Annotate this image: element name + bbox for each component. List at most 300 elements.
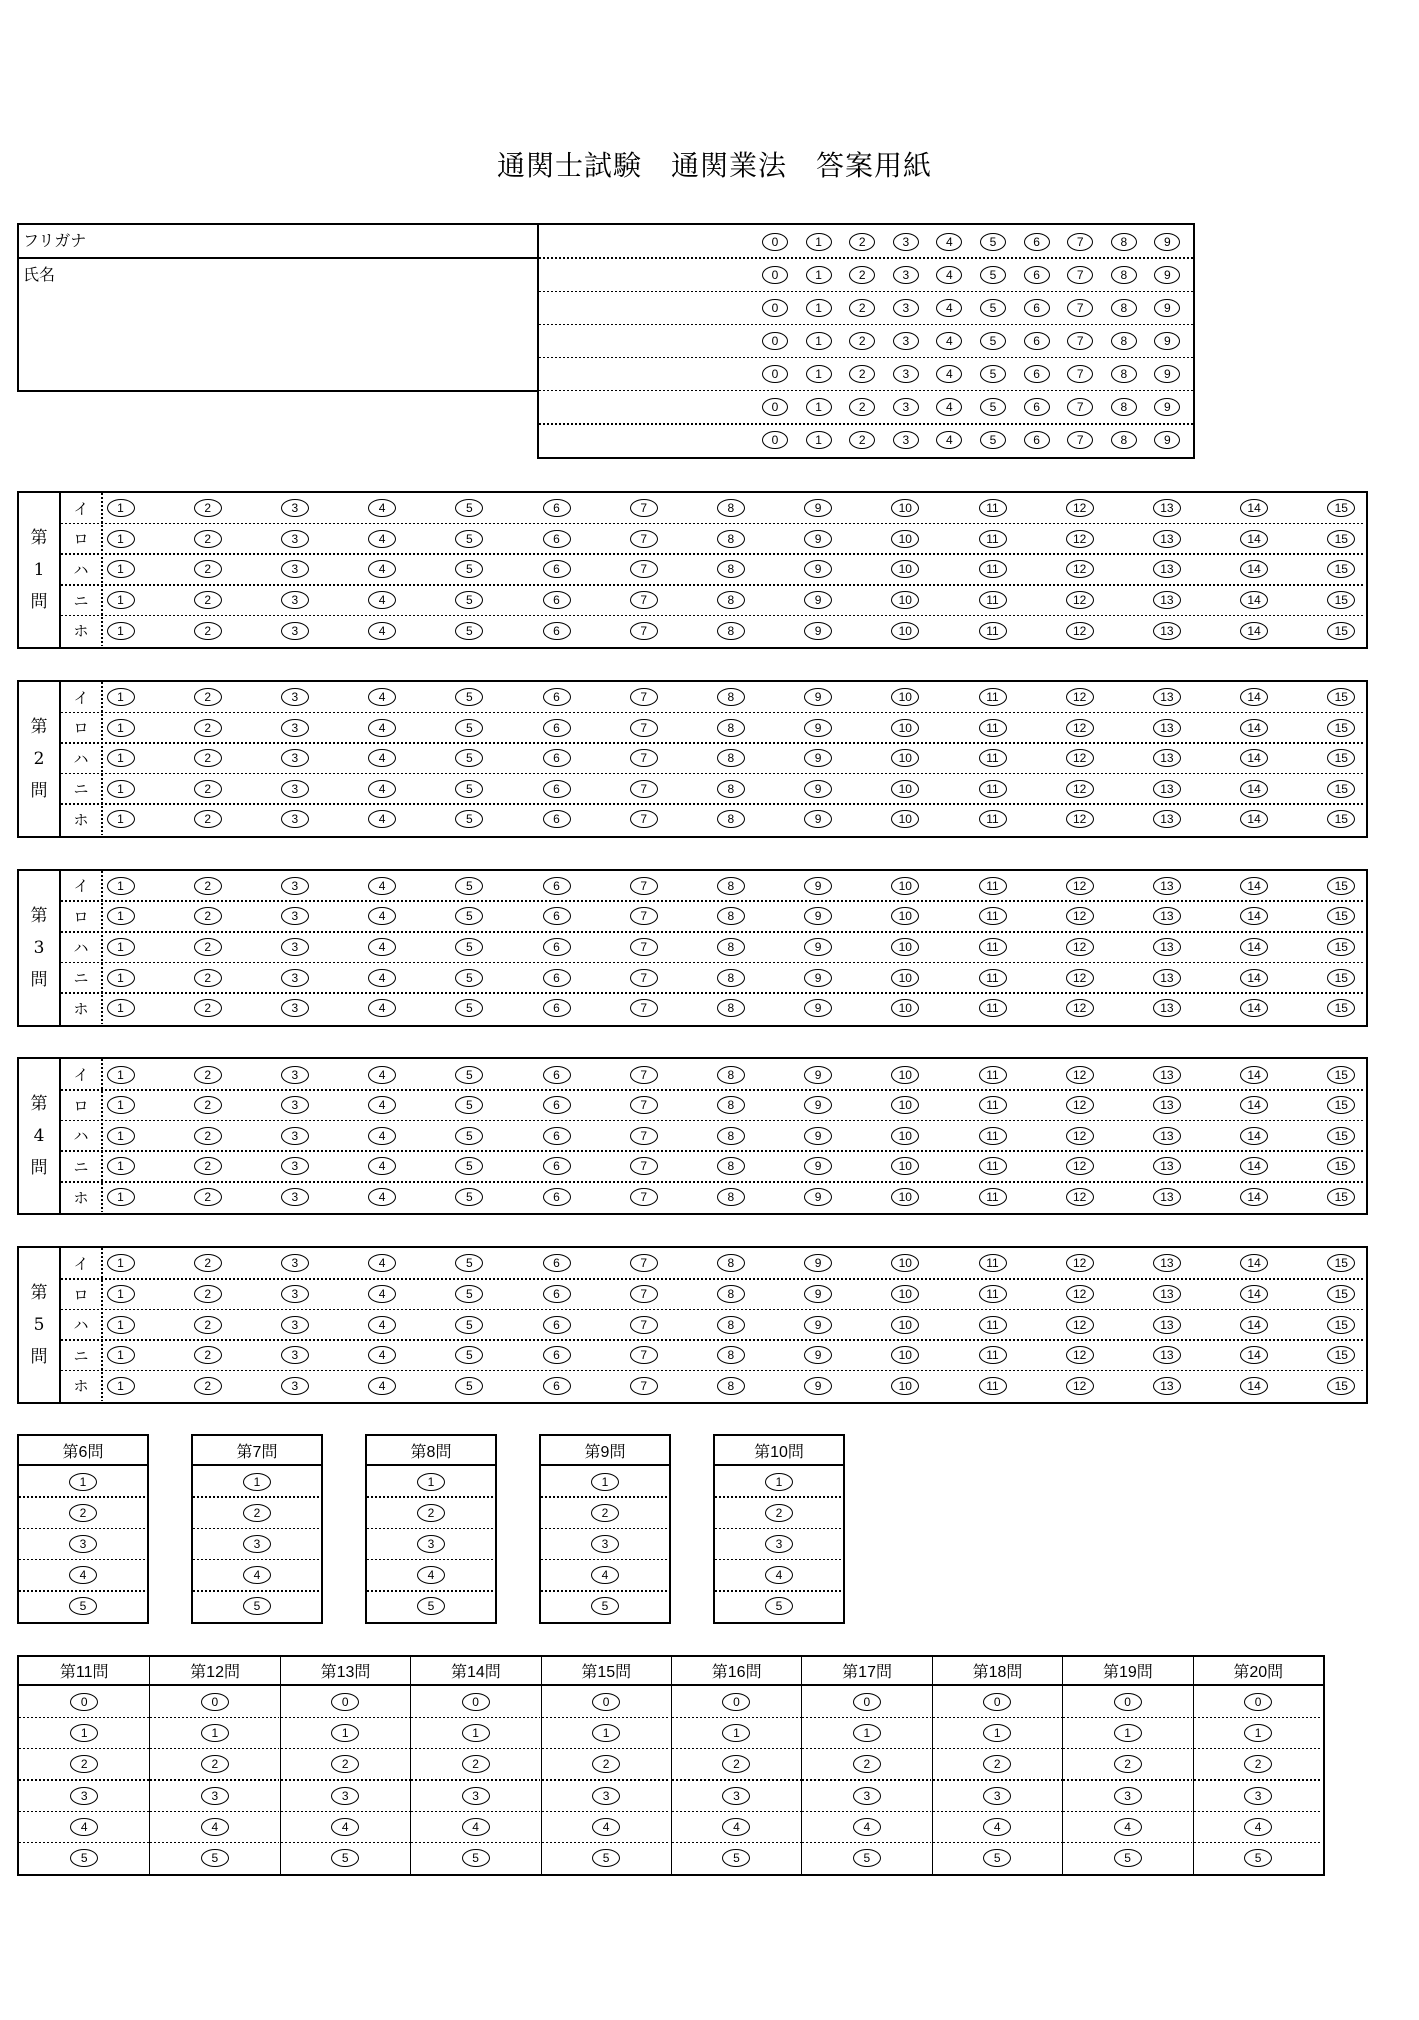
option-13-bubble[interactable]: 13 xyxy=(1153,530,1181,548)
option-10-bubble[interactable]: 10 xyxy=(891,780,919,798)
option-6-bubble[interactable]: 6 xyxy=(543,907,571,925)
digit-3-bubble[interactable]: 3 xyxy=(893,365,919,383)
option-5-bubble[interactable]: 5 xyxy=(455,530,483,548)
option-10-bubble[interactable]: 10 xyxy=(891,999,919,1017)
option-3-bubble[interactable]: 3 xyxy=(281,1254,309,1272)
option-13-bubble[interactable]: 13 xyxy=(1153,591,1181,609)
digit-0-bubble[interactable]: 0 xyxy=(762,299,788,317)
option-12-bubble[interactable]: 12 xyxy=(1066,938,1094,956)
option-15-bubble[interactable]: 15 xyxy=(1327,877,1355,895)
option-8-bubble[interactable]: 8 xyxy=(717,688,745,706)
option-13-bubble[interactable]: 13 xyxy=(1153,1157,1181,1175)
option-2-bubble[interactable]: 2 xyxy=(194,1157,222,1175)
digit-5-bubble[interactable]: 5 xyxy=(980,398,1006,416)
option-12-bubble[interactable]: 12 xyxy=(1066,1096,1094,1114)
option-6-bubble[interactable]: 6 xyxy=(543,719,571,737)
option-1-bubble[interactable]: 1 xyxy=(70,1724,98,1742)
name-field[interactable] xyxy=(19,259,537,390)
digit-1-bubble[interactable]: 1 xyxy=(806,332,832,350)
option-9-bubble[interactable]: 9 xyxy=(804,719,832,737)
digit-8-bubble[interactable]: 8 xyxy=(1111,398,1137,416)
option-7-bubble[interactable]: 7 xyxy=(630,560,658,578)
option-4-bubble[interactable]: 4 xyxy=(368,1285,396,1303)
option-11-bubble[interactable]: 11 xyxy=(979,1316,1007,1334)
option-12-bubble[interactable]: 12 xyxy=(1066,1316,1094,1334)
option-6-bubble[interactable]: 6 xyxy=(543,1188,571,1206)
option-2-bubble[interactable]: 2 xyxy=(194,1346,222,1364)
option-1-bubble[interactable]: 1 xyxy=(107,907,135,925)
digit-0-bubble[interactable]: 0 xyxy=(762,266,788,284)
option-4-bubble[interactable]: 4 xyxy=(417,1566,445,1584)
option-8-bubble[interactable]: 8 xyxy=(717,1316,745,1334)
option-12-bubble[interactable]: 12 xyxy=(1066,499,1094,517)
option-1-bubble[interactable]: 1 xyxy=(201,1724,229,1742)
option-15-bubble[interactable]: 15 xyxy=(1327,1066,1355,1084)
digit-9-bubble[interactable]: 9 xyxy=(1154,299,1180,317)
digit-6-bubble[interactable]: 6 xyxy=(1024,266,1050,284)
option-13-bubble[interactable]: 13 xyxy=(1153,1285,1181,1303)
digit-4-bubble[interactable]: 4 xyxy=(936,266,962,284)
option-6-bubble[interactable]: 6 xyxy=(543,749,571,767)
option-15-bubble[interactable]: 15 xyxy=(1327,969,1355,987)
digit-2-bubble[interactable]: 2 xyxy=(849,398,875,416)
option-2-bubble[interactable]: 2 xyxy=(194,1285,222,1303)
digit-9-bubble[interactable]: 9 xyxy=(1154,431,1180,449)
option-8-bubble[interactable]: 8 xyxy=(717,530,745,548)
option-11-bubble[interactable]: 11 xyxy=(979,688,1007,706)
digit-7-bubble[interactable]: 7 xyxy=(1067,431,1093,449)
option-1-bubble[interactable]: 1 xyxy=(107,780,135,798)
option-8-bubble[interactable]: 8 xyxy=(717,719,745,737)
option-11-bubble[interactable]: 11 xyxy=(979,622,1007,640)
option-2-bubble[interactable]: 2 xyxy=(194,1127,222,1145)
option-14-bubble[interactable]: 14 xyxy=(1240,530,1268,548)
option-5-bubble[interactable]: 5 xyxy=(983,1849,1011,1867)
option-5-bubble[interactable]: 5 xyxy=(455,969,483,987)
option-3-bubble[interactable]: 3 xyxy=(281,749,309,767)
digit-7-bubble[interactable]: 7 xyxy=(1067,266,1093,284)
option-3-bubble[interactable]: 3 xyxy=(201,1787,229,1805)
option-11-bubble[interactable]: 11 xyxy=(979,1157,1007,1175)
option-4-bubble[interactable]: 4 xyxy=(368,622,396,640)
option-1-bubble[interactable]: 1 xyxy=(107,969,135,987)
option-14-bubble[interactable]: 14 xyxy=(1240,591,1268,609)
option-9-bubble[interactable]: 9 xyxy=(804,1188,832,1206)
option-1-bubble[interactable]: 1 xyxy=(107,719,135,737)
option-7-bubble[interactable]: 7 xyxy=(630,938,658,956)
option-3-bubble[interactable]: 3 xyxy=(591,1535,619,1553)
option-4-bubble[interactable]: 4 xyxy=(462,1818,490,1836)
option-1-bubble[interactable]: 1 xyxy=(1114,1724,1142,1742)
option-13-bubble[interactable]: 13 xyxy=(1153,719,1181,737)
option-4-bubble[interactable]: 4 xyxy=(1114,1818,1142,1836)
option-10-bubble[interactable]: 10 xyxy=(891,1346,919,1364)
option-6-bubble[interactable]: 6 xyxy=(543,1285,571,1303)
option-8-bubble[interactable]: 8 xyxy=(717,877,745,895)
option-15-bubble[interactable]: 15 xyxy=(1327,499,1355,517)
option-11-bubble[interactable]: 11 xyxy=(979,499,1007,517)
option-4-bubble[interactable]: 4 xyxy=(331,1818,359,1836)
option-12-bubble[interactable]: 12 xyxy=(1066,1188,1094,1206)
option-13-bubble[interactable]: 13 xyxy=(1153,1377,1181,1395)
option-0-bubble[interactable]: 0 xyxy=(983,1693,1011,1711)
digit-8-bubble[interactable]: 8 xyxy=(1111,299,1137,317)
option-3-bubble[interactable]: 3 xyxy=(983,1787,1011,1805)
option-10-bubble[interactable]: 10 xyxy=(891,749,919,767)
option-5-bubble[interactable]: 5 xyxy=(455,1188,483,1206)
option-4-bubble[interactable]: 4 xyxy=(368,877,396,895)
option-1-bubble[interactable]: 1 xyxy=(107,1066,135,1084)
option-9-bubble[interactable]: 9 xyxy=(804,688,832,706)
option-3-bubble[interactable]: 3 xyxy=(281,1127,309,1145)
digit-6-bubble[interactable]: 6 xyxy=(1024,398,1050,416)
digit-2-bubble[interactable]: 2 xyxy=(849,299,875,317)
option-11-bubble[interactable]: 11 xyxy=(979,877,1007,895)
digit-4-bubble[interactable]: 4 xyxy=(936,398,962,416)
option-11-bubble[interactable]: 11 xyxy=(979,1346,1007,1364)
option-1-bubble[interactable]: 1 xyxy=(107,560,135,578)
option-15-bubble[interactable]: 15 xyxy=(1327,780,1355,798)
option-2-bubble[interactable]: 2 xyxy=(983,1755,1011,1773)
option-3-bubble[interactable]: 3 xyxy=(281,688,309,706)
option-3-bubble[interactable]: 3 xyxy=(281,969,309,987)
option-8-bubble[interactable]: 8 xyxy=(717,1285,745,1303)
digit-8-bubble[interactable]: 8 xyxy=(1111,365,1137,383)
option-4-bubble[interactable]: 4 xyxy=(368,1188,396,1206)
digit-8-bubble[interactable]: 8 xyxy=(1111,233,1137,251)
option-12-bubble[interactable]: 12 xyxy=(1066,622,1094,640)
option-1-bubble[interactable]: 1 xyxy=(331,1724,359,1742)
digit-3-bubble[interactable]: 3 xyxy=(893,398,919,416)
option-5-bubble[interactable]: 5 xyxy=(455,999,483,1017)
option-10-bubble[interactable]: 10 xyxy=(891,560,919,578)
option-4-bubble[interactable]: 4 xyxy=(368,591,396,609)
option-1-bubble[interactable]: 1 xyxy=(107,1285,135,1303)
option-1-bubble[interactable]: 1 xyxy=(107,1157,135,1175)
furigana-field[interactable] xyxy=(19,225,537,259)
option-4-bubble[interactable]: 4 xyxy=(368,999,396,1017)
option-5-bubble[interactable]: 5 xyxy=(455,591,483,609)
digit-5-bubble[interactable]: 5 xyxy=(980,266,1006,284)
digit-9-bubble[interactable]: 9 xyxy=(1154,365,1180,383)
option-7-bubble[interactable]: 7 xyxy=(630,499,658,517)
option-13-bubble[interactable]: 13 xyxy=(1153,1066,1181,1084)
option-10-bubble[interactable]: 10 xyxy=(891,1188,919,1206)
option-1-bubble[interactable]: 1 xyxy=(765,1473,793,1491)
option-2-bubble[interactable]: 2 xyxy=(194,1377,222,1395)
option-2-bubble[interactable]: 2 xyxy=(194,499,222,517)
option-13-bubble[interactable]: 13 xyxy=(1153,780,1181,798)
option-5-bubble[interactable]: 5 xyxy=(455,877,483,895)
option-5-bubble[interactable]: 5 xyxy=(455,719,483,737)
option-15-bubble[interactable]: 15 xyxy=(1327,999,1355,1017)
option-10-bubble[interactable]: 10 xyxy=(891,591,919,609)
option-1-bubble[interactable]: 1 xyxy=(107,1316,135,1334)
option-5-bubble[interactable]: 5 xyxy=(455,1316,483,1334)
digit-9-bubble[interactable]: 9 xyxy=(1154,332,1180,350)
option-15-bubble[interactable]: 15 xyxy=(1327,749,1355,767)
option-4-bubble[interactable]: 4 xyxy=(368,1254,396,1272)
option-3-bubble[interactable]: 3 xyxy=(281,810,309,828)
option-1-bubble[interactable]: 1 xyxy=(107,688,135,706)
digit-2-bubble[interactable]: 2 xyxy=(849,332,875,350)
option-1-bubble[interactable]: 1 xyxy=(1244,1724,1272,1742)
option-9-bubble[interactable]: 9 xyxy=(804,591,832,609)
option-14-bubble[interactable]: 14 xyxy=(1240,1377,1268,1395)
option-7-bubble[interactable]: 7 xyxy=(630,1316,658,1334)
option-7-bubble[interactable]: 7 xyxy=(630,1346,658,1364)
digit-1-bubble[interactable]: 1 xyxy=(806,299,832,317)
option-10-bubble[interactable]: 10 xyxy=(891,938,919,956)
option-15-bubble[interactable]: 15 xyxy=(1327,1285,1355,1303)
option-0-bubble[interactable]: 0 xyxy=(331,1693,359,1711)
option-10-bubble[interactable]: 10 xyxy=(891,1096,919,1114)
digit-3-bubble[interactable]: 3 xyxy=(893,431,919,449)
option-14-bubble[interactable]: 14 xyxy=(1240,560,1268,578)
option-14-bubble[interactable]: 14 xyxy=(1240,499,1268,517)
option-3-bubble[interactable]: 3 xyxy=(281,907,309,925)
option-14-bubble[interactable]: 14 xyxy=(1240,1316,1268,1334)
option-2-bubble[interactable]: 2 xyxy=(194,1316,222,1334)
option-13-bubble[interactable]: 13 xyxy=(1153,877,1181,895)
option-3-bubble[interactable]: 3 xyxy=(281,780,309,798)
option-5-bubble[interactable]: 5 xyxy=(455,749,483,767)
option-7-bubble[interactable]: 7 xyxy=(630,622,658,640)
option-3-bubble[interactable]: 3 xyxy=(853,1787,881,1805)
option-9-bubble[interactable]: 9 xyxy=(804,622,832,640)
option-6-bubble[interactable]: 6 xyxy=(543,622,571,640)
option-12-bubble[interactable]: 12 xyxy=(1066,530,1094,548)
option-12-bubble[interactable]: 12 xyxy=(1066,810,1094,828)
option-2-bubble[interactable]: 2 xyxy=(194,877,222,895)
option-8-bubble[interactable]: 8 xyxy=(717,560,745,578)
digit-0-bubble[interactable]: 0 xyxy=(762,332,788,350)
option-8-bubble[interactable]: 8 xyxy=(717,622,745,640)
option-1-bubble[interactable]: 1 xyxy=(107,1377,135,1395)
option-4-bubble[interactable]: 4 xyxy=(591,1566,619,1584)
option-1-bubble[interactable]: 1 xyxy=(107,999,135,1017)
digit-5-bubble[interactable]: 5 xyxy=(980,332,1006,350)
digit-4-bubble[interactable]: 4 xyxy=(936,332,962,350)
digit-2-bubble[interactable]: 2 xyxy=(849,431,875,449)
option-4-bubble[interactable]: 4 xyxy=(368,1316,396,1334)
option-0-bubble[interactable]: 0 xyxy=(853,1693,881,1711)
option-8-bubble[interactable]: 8 xyxy=(717,938,745,956)
option-9-bubble[interactable]: 9 xyxy=(804,969,832,987)
option-4-bubble[interactable]: 4 xyxy=(368,560,396,578)
option-13-bubble[interactable]: 13 xyxy=(1153,499,1181,517)
option-14-bubble[interactable]: 14 xyxy=(1240,1254,1268,1272)
digit-2-bubble[interactable]: 2 xyxy=(849,266,875,284)
option-14-bubble[interactable]: 14 xyxy=(1240,1066,1268,1084)
option-8-bubble[interactable]: 8 xyxy=(717,1254,745,1272)
option-14-bubble[interactable]: 14 xyxy=(1240,1157,1268,1175)
option-1-bubble[interactable]: 1 xyxy=(107,530,135,548)
option-15-bubble[interactable]: 15 xyxy=(1327,938,1355,956)
option-2-bubble[interactable]: 2 xyxy=(194,688,222,706)
option-3-bubble[interactable]: 3 xyxy=(281,622,309,640)
option-14-bubble[interactable]: 14 xyxy=(1240,1285,1268,1303)
option-15-bubble[interactable]: 15 xyxy=(1327,530,1355,548)
option-14-bubble[interactable]: 14 xyxy=(1240,780,1268,798)
option-9-bubble[interactable]: 9 xyxy=(804,1346,832,1364)
option-1-bubble[interactable]: 1 xyxy=(107,1188,135,1206)
option-6-bubble[interactable]: 6 xyxy=(543,1127,571,1145)
option-5-bubble[interactable]: 5 xyxy=(201,1849,229,1867)
option-14-bubble[interactable]: 14 xyxy=(1240,907,1268,925)
option-1-bubble[interactable]: 1 xyxy=(983,1724,1011,1742)
option-5-bubble[interactable]: 5 xyxy=(455,688,483,706)
option-2-bubble[interactable]: 2 xyxy=(462,1755,490,1773)
option-2-bubble[interactable]: 2 xyxy=(194,622,222,640)
option-5-bubble[interactable]: 5 xyxy=(455,1254,483,1272)
option-11-bubble[interactable]: 11 xyxy=(979,719,1007,737)
digit-0-bubble[interactable]: 0 xyxy=(762,431,788,449)
option-5-bubble[interactable]: 5 xyxy=(455,499,483,517)
option-14-bubble[interactable]: 14 xyxy=(1240,1096,1268,1114)
option-11-bubble[interactable]: 11 xyxy=(979,591,1007,609)
option-3-bubble[interactable]: 3 xyxy=(281,1285,309,1303)
option-12-bubble[interactable]: 12 xyxy=(1066,688,1094,706)
option-15-bubble[interactable]: 15 xyxy=(1327,1346,1355,1364)
option-12-bubble[interactable]: 12 xyxy=(1066,1377,1094,1395)
option-8-bubble[interactable]: 8 xyxy=(717,999,745,1017)
option-12-bubble[interactable]: 12 xyxy=(1066,907,1094,925)
option-9-bubble[interactable]: 9 xyxy=(804,877,832,895)
option-1-bubble[interactable]: 1 xyxy=(107,1346,135,1364)
option-10-bubble[interactable]: 10 xyxy=(891,969,919,987)
option-11-bubble[interactable]: 11 xyxy=(979,907,1007,925)
option-0-bubble[interactable]: 0 xyxy=(592,1693,620,1711)
digit-1-bubble[interactable]: 1 xyxy=(806,365,832,383)
option-2-bubble[interactable]: 2 xyxy=(722,1755,750,1773)
digit-0-bubble[interactable]: 0 xyxy=(762,365,788,383)
option-15-bubble[interactable]: 15 xyxy=(1327,1096,1355,1114)
option-6-bubble[interactable]: 6 xyxy=(543,560,571,578)
digit-5-bubble[interactable]: 5 xyxy=(980,233,1006,251)
option-4-bubble[interactable]: 4 xyxy=(368,1096,396,1114)
option-15-bubble[interactable]: 15 xyxy=(1327,560,1355,578)
option-13-bubble[interactable]: 13 xyxy=(1153,938,1181,956)
option-3-bubble[interactable]: 3 xyxy=(281,1316,309,1334)
digit-2-bubble[interactable]: 2 xyxy=(849,233,875,251)
option-1-bubble[interactable]: 1 xyxy=(107,622,135,640)
option-9-bubble[interactable]: 9 xyxy=(804,1096,832,1114)
option-2-bubble[interactable]: 2 xyxy=(331,1755,359,1773)
option-5-bubble[interactable]: 5 xyxy=(455,780,483,798)
option-9-bubble[interactable]: 9 xyxy=(804,1066,832,1084)
option-1-bubble[interactable]: 1 xyxy=(722,1724,750,1742)
option-7-bubble[interactable]: 7 xyxy=(630,1188,658,1206)
option-8-bubble[interactable]: 8 xyxy=(717,1188,745,1206)
option-12-bubble[interactable]: 12 xyxy=(1066,1066,1094,1084)
digit-7-bubble[interactable]: 7 xyxy=(1067,365,1093,383)
option-7-bubble[interactable]: 7 xyxy=(630,810,658,828)
digit-1-bubble[interactable]: 1 xyxy=(806,398,832,416)
option-11-bubble[interactable]: 11 xyxy=(979,1377,1007,1395)
option-10-bubble[interactable]: 10 xyxy=(891,1316,919,1334)
option-6-bubble[interactable]: 6 xyxy=(543,530,571,548)
option-9-bubble[interactable]: 9 xyxy=(804,560,832,578)
option-8-bubble[interactable]: 8 xyxy=(717,1096,745,1114)
option-5-bubble[interactable]: 5 xyxy=(455,622,483,640)
option-15-bubble[interactable]: 15 xyxy=(1327,719,1355,737)
option-2-bubble[interactable]: 2 xyxy=(194,780,222,798)
option-12-bubble[interactable]: 12 xyxy=(1066,999,1094,1017)
option-9-bubble[interactable]: 9 xyxy=(804,907,832,925)
option-13-bubble[interactable]: 13 xyxy=(1153,1188,1181,1206)
option-4-bubble[interactable]: 4 xyxy=(368,810,396,828)
option-2-bubble[interactable]: 2 xyxy=(853,1755,881,1773)
digit-4-bubble[interactable]: 4 xyxy=(936,365,962,383)
option-4-bubble[interactable]: 4 xyxy=(853,1818,881,1836)
option-9-bubble[interactable]: 9 xyxy=(804,938,832,956)
option-3-bubble[interactable]: 3 xyxy=(281,719,309,737)
option-2-bubble[interactable]: 2 xyxy=(194,591,222,609)
option-1-bubble[interactable]: 1 xyxy=(417,1473,445,1491)
digit-3-bubble[interactable]: 3 xyxy=(893,233,919,251)
option-4-bubble[interactable]: 4 xyxy=(368,719,396,737)
option-2-bubble[interactable]: 2 xyxy=(70,1755,98,1773)
option-2-bubble[interactable]: 2 xyxy=(1244,1755,1272,1773)
digit-4-bubble[interactable]: 4 xyxy=(936,233,962,251)
option-3-bubble[interactable]: 3 xyxy=(722,1787,750,1805)
option-4-bubble[interactable]: 4 xyxy=(722,1818,750,1836)
option-10-bubble[interactable]: 10 xyxy=(891,810,919,828)
digit-7-bubble[interactable]: 7 xyxy=(1067,332,1093,350)
option-3-bubble[interactable]: 3 xyxy=(243,1535,271,1553)
option-10-bubble[interactable]: 10 xyxy=(891,719,919,737)
option-7-bubble[interactable]: 7 xyxy=(630,1066,658,1084)
option-14-bubble[interactable]: 14 xyxy=(1240,1346,1268,1364)
option-3-bubble[interactable]: 3 xyxy=(1244,1787,1272,1805)
option-2-bubble[interactable]: 2 xyxy=(194,810,222,828)
option-13-bubble[interactable]: 13 xyxy=(1153,1346,1181,1364)
option-8-bubble[interactable]: 8 xyxy=(717,969,745,987)
option-7-bubble[interactable]: 7 xyxy=(630,877,658,895)
option-5-bubble[interactable]: 5 xyxy=(331,1849,359,1867)
option-2-bubble[interactable]: 2 xyxy=(194,1254,222,1272)
option-4-bubble[interactable]: 4 xyxy=(368,688,396,706)
option-14-bubble[interactable]: 14 xyxy=(1240,622,1268,640)
option-4-bubble[interactable]: 4 xyxy=(765,1566,793,1584)
option-12-bubble[interactable]: 12 xyxy=(1066,560,1094,578)
digit-5-bubble[interactable]: 5 xyxy=(980,431,1006,449)
option-13-bubble[interactable]: 13 xyxy=(1153,1127,1181,1145)
option-8-bubble[interactable]: 8 xyxy=(717,1127,745,1145)
option-12-bubble[interactable]: 12 xyxy=(1066,1285,1094,1303)
option-7-bubble[interactable]: 7 xyxy=(630,1157,658,1175)
option-11-bubble[interactable]: 11 xyxy=(979,938,1007,956)
option-5-bubble[interactable]: 5 xyxy=(462,1849,490,1867)
option-1-bubble[interactable]: 1 xyxy=(462,1724,490,1742)
option-1-bubble[interactable]: 1 xyxy=(591,1473,619,1491)
option-5-bubble[interactable]: 5 xyxy=(455,1346,483,1364)
digit-2-bubble[interactable]: 2 xyxy=(849,365,875,383)
option-14-bubble[interactable]: 14 xyxy=(1240,719,1268,737)
option-1-bubble[interactable]: 1 xyxy=(107,499,135,517)
option-5-bubble[interactable]: 5 xyxy=(455,907,483,925)
digit-6-bubble[interactable]: 6 xyxy=(1024,233,1050,251)
option-7-bubble[interactable]: 7 xyxy=(630,688,658,706)
option-1-bubble[interactable]: 1 xyxy=(107,1254,135,1272)
option-15-bubble[interactable]: 15 xyxy=(1327,810,1355,828)
option-13-bubble[interactable]: 13 xyxy=(1153,1254,1181,1272)
option-5-bubble[interactable]: 5 xyxy=(69,1597,97,1615)
option-5-bubble[interactable]: 5 xyxy=(455,1157,483,1175)
option-6-bubble[interactable]: 6 xyxy=(543,688,571,706)
option-3-bubble[interactable]: 3 xyxy=(281,938,309,956)
